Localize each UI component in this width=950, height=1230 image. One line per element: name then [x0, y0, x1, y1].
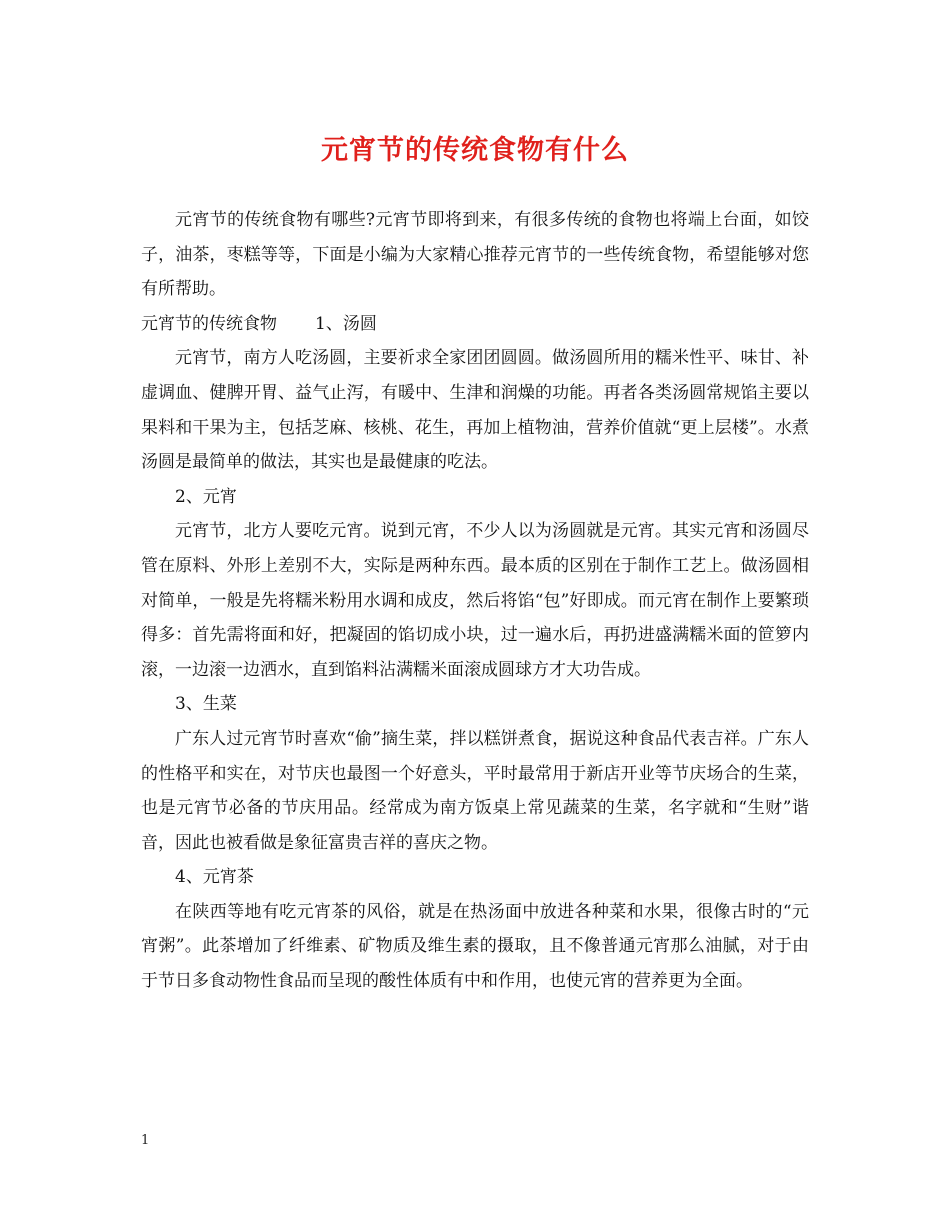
document-title: 元宵节的传统食物有什么	[321, 135, 629, 166]
section-heading-3: 3、生菜	[175, 694, 237, 715]
section-paragraph-1: 元宵节，南方人吃汤圆，主要祈求全家团团圆圆。做汤圆所用的糯米性平、味甘、补虚调血、健脾开胃、益气止泻，有暖中、生津和润燥的功能。再者各类汤圆常规馅主要以果料和干果为主，包括芝麻、核桃、花生，再加上植物油，营养价值就“更上层楼”。水煮汤圆是最简单的做法，其实也是最健康的吃法。	[141, 348, 809, 473]
page-number: 1	[141, 1133, 150, 1148]
section-paragraph-4: 在陕西等地有吃元宵茶的风俗，就是在热汤面中放进各种菜和水果，很像古时的“元宵粥”。此茶增加了纤维素、矿物质及维生素的摄取，且不像普通元宵那么油腻，对于由于节日多食动物性食品而呈现的酸性体质有中和作用，也使元宵的营养更为全面。	[141, 901, 809, 992]
section-paragraph-2: 元宵节，北方人要吃元宵。说到元宵，不少人以为汤圆就是元宵。其实元宵和汤圆尽管在原料、外形上差别不大，实际是两种东西。最本质的区别在于制作工艺上。做汤圆相对简单，一般是先将糯米粉用水调和成皮，然后将馅“包”好即成。而元宵在制作上要繁琐得多：首先需将面和好，把凝固的馅切成小块，过一遍水后，再扔进盛满糯米面的笸箩内滚，一边滚一边洒水，直到馅料沾满糯米面滚成圆球方才大功告成。	[141, 521, 809, 680]
document-body	[141, 203, 809, 999]
section-line-1	[141, 307, 809, 342]
section-paragraph-3: 广东人过元宵节时喜欢“偷”摘生菜，拌以糕饼煮食，据说这种食品代表吉祥。广东人的性格平和实在，对节庆也最图一个好意头，平时最常用于新店开业等节庆场合的生菜，也是元宵节必备的节庆用品。经常成为南方饭桌上常见蔬菜的生菜，名字就和“生财”谐音，因此也被看做是象征富贵吉祥的喜庆之物。	[141, 728, 809, 853]
section-heading-1: 1、汤圆	[315, 313, 377, 334]
section-heading-2: 2、元宵	[175, 486, 237, 507]
section-label: 元宵节的传统食物	[141, 313, 277, 334]
section-heading-4: 4、元宵茶	[175, 867, 254, 888]
intro-paragraph: 元宵节的传统食物有哪些?元宵节即将到来，有很多传统的食物也将端上台面，如饺子，油茶，枣糕等等，下面是小编为大家精心推荐元宵节的一些传统食物，希望能够对您有所帮助。	[141, 210, 809, 300]
